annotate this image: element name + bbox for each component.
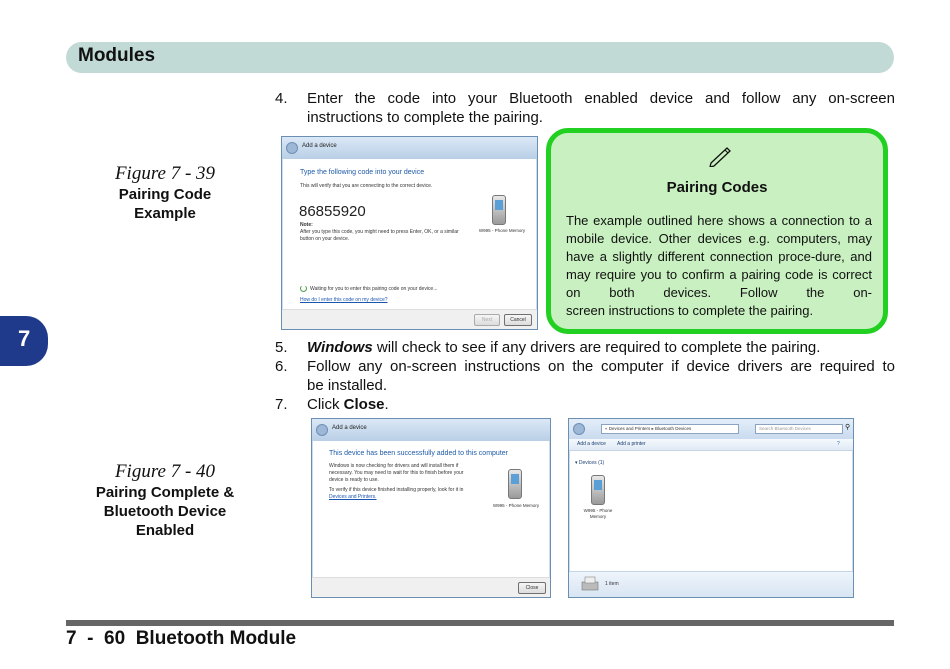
section-header	[66, 42, 894, 73]
verify-text: This will verify that you are connecting to the correct device.	[300, 183, 433, 189]
devices-printers-link[interactable]: Devices and Printers.	[329, 494, 377, 500]
figure-40-caption	[80, 461, 250, 540]
step-6-text: Follow any on-screen instructions on the computer if device drivers are required to	[307, 358, 895, 375]
figure-40-line3: Enabled	[135, 522, 195, 539]
window-titlebar	[282, 137, 537, 159]
search-field[interactable]: Search Bluetooth Devices	[755, 424, 843, 434]
cancel-button[interactable]: Cancel	[504, 314, 532, 326]
note-body: The example outlined here shows a connection to a mobile device. Other devices e.g. computers, may have a slightly different connection proce-dure, and may require you to confirm a pairing code is correct on both devices. Follow the on-	[566, 213, 872, 300]
device-name-2: W995 - Phone Memory	[492, 503, 540, 508]
pencil-icon	[707, 145, 733, 167]
close-button[interactable]: Close	[518, 582, 546, 594]
step-5-number: 5.	[275, 339, 288, 356]
pairing-code-screenshot	[281, 136, 538, 330]
step-7	[275, 395, 895, 414]
phone-icon-3[interactable]	[591, 475, 605, 505]
window-button-bar-2	[312, 577, 550, 597]
window-title: Add a device	[302, 143, 337, 149]
step-5-bold: Windows	[307, 339, 373, 356]
step-7-bold: Close	[343, 396, 385, 413]
pairing-code: 86855920	[299, 203, 366, 220]
window-titlebar-2	[312, 419, 550, 441]
devices-group-header[interactable]: ▾ Devices (1)	[575, 460, 605, 466]
pairing-complete-screenshot	[311, 418, 551, 598]
figure-40-line1: Pairing Complete &	[95, 484, 235, 501]
bluetooth-devices-screenshot	[568, 418, 854, 598]
explorer-address-bar	[569, 419, 853, 439]
chapter-tab-label: 7	[18, 326, 31, 351]
search-icon: ⚲	[845, 424, 851, 431]
device-label-line2: Memory	[589, 514, 607, 519]
footer-page-label: 7 - 60 Bluetooth Module	[66, 628, 297, 649]
figure-40-label: Figure 7 - 40	[114, 461, 216, 482]
next-button[interactable]: Next	[474, 314, 500, 326]
device-name: W995 - Phone Memory	[478, 228, 526, 233]
header-title: Modules	[78, 45, 156, 66]
step-7-pre: Click	[307, 396, 344, 413]
window-button-bar	[282, 309, 537, 329]
note-text: After you type this code, you might need to press Enter, OK, or a similar button on your device.	[300, 229, 459, 242]
checking-drivers-text: Windows is now checking for drivers and will install them if necessary. You may need to wait for this to finish before your device is ready to use.	[329, 463, 464, 483]
phone-icon	[492, 195, 506, 225]
address-field[interactable]: « Devices and Printers ▸ Bluetooth Devices	[601, 424, 739, 434]
help-icon[interactable]: ?	[837, 441, 840, 447]
step-4-text-cont: instructions to complete the pairing.	[307, 109, 543, 126]
item-count: 1 item	[605, 581, 619, 587]
explorer-status-bar	[569, 571, 853, 597]
back-arrow-icon-3[interactable]	[573, 423, 585, 435]
step-6-number: 6.	[275, 358, 288, 375]
devices-printers-icon	[579, 575, 601, 595]
figure-39-line2: Example	[134, 205, 196, 222]
step-4	[275, 89, 895, 129]
step-6	[275, 357, 895, 395]
back-arrow-icon-2	[316, 424, 328, 436]
step-6-text-cont: be installed.	[307, 377, 388, 394]
chapter-tab	[0, 316, 48, 366]
note-label: Note:	[300, 222, 313, 228]
success-heading: This device has been successfully added to this computer	[329, 450, 508, 457]
add-printer-command[interactable]: Add a printer	[617, 441, 646, 447]
step-4-number: 4.	[275, 90, 288, 107]
waiting-text: Waiting for you to enter this pairing code on your device...	[310, 286, 438, 292]
figure-39-label: Figure 7 - 39	[114, 163, 216, 184]
window-title-2: Add a device	[332, 425, 367, 431]
step-7-post: .	[384, 396, 389, 413]
figure-40-line2: Bluetooth Device	[103, 503, 227, 520]
pairing-codes-note	[546, 128, 888, 334]
pairing-heading: Type the following code into your device	[300, 169, 425, 176]
step-7-number: 7.	[275, 396, 288, 413]
step-5-text: will check to see if any drivers are required to complete the pairing.	[372, 339, 821, 356]
back-arrow-icon	[286, 142, 298, 154]
step-5	[275, 338, 895, 357]
note-title: Pairing Codes	[666, 179, 768, 196]
verify-install-text: To verify if this device finished installing properly, look for it in	[329, 487, 464, 493]
help-link[interactable]: How do I enter this code on my device?	[300, 297, 388, 303]
device-label-line1: W995 - Phone	[583, 508, 613, 513]
explorer-command-bar	[569, 439, 853, 451]
figure-39-caption	[82, 163, 248, 223]
step-4-text: Enter the code into your Bluetooth enabled device and follow any on-screen	[307, 90, 895, 107]
figure-39-line1: Pairing Code	[118, 186, 212, 203]
footer-rule	[66, 620, 894, 626]
phone-icon-2	[508, 469, 522, 499]
spinner-icon	[300, 285, 307, 292]
add-device-command[interactable]: Add a device	[577, 441, 606, 447]
note-body-last-line: screen instructions to complete the pairing.	[566, 303, 814, 318]
